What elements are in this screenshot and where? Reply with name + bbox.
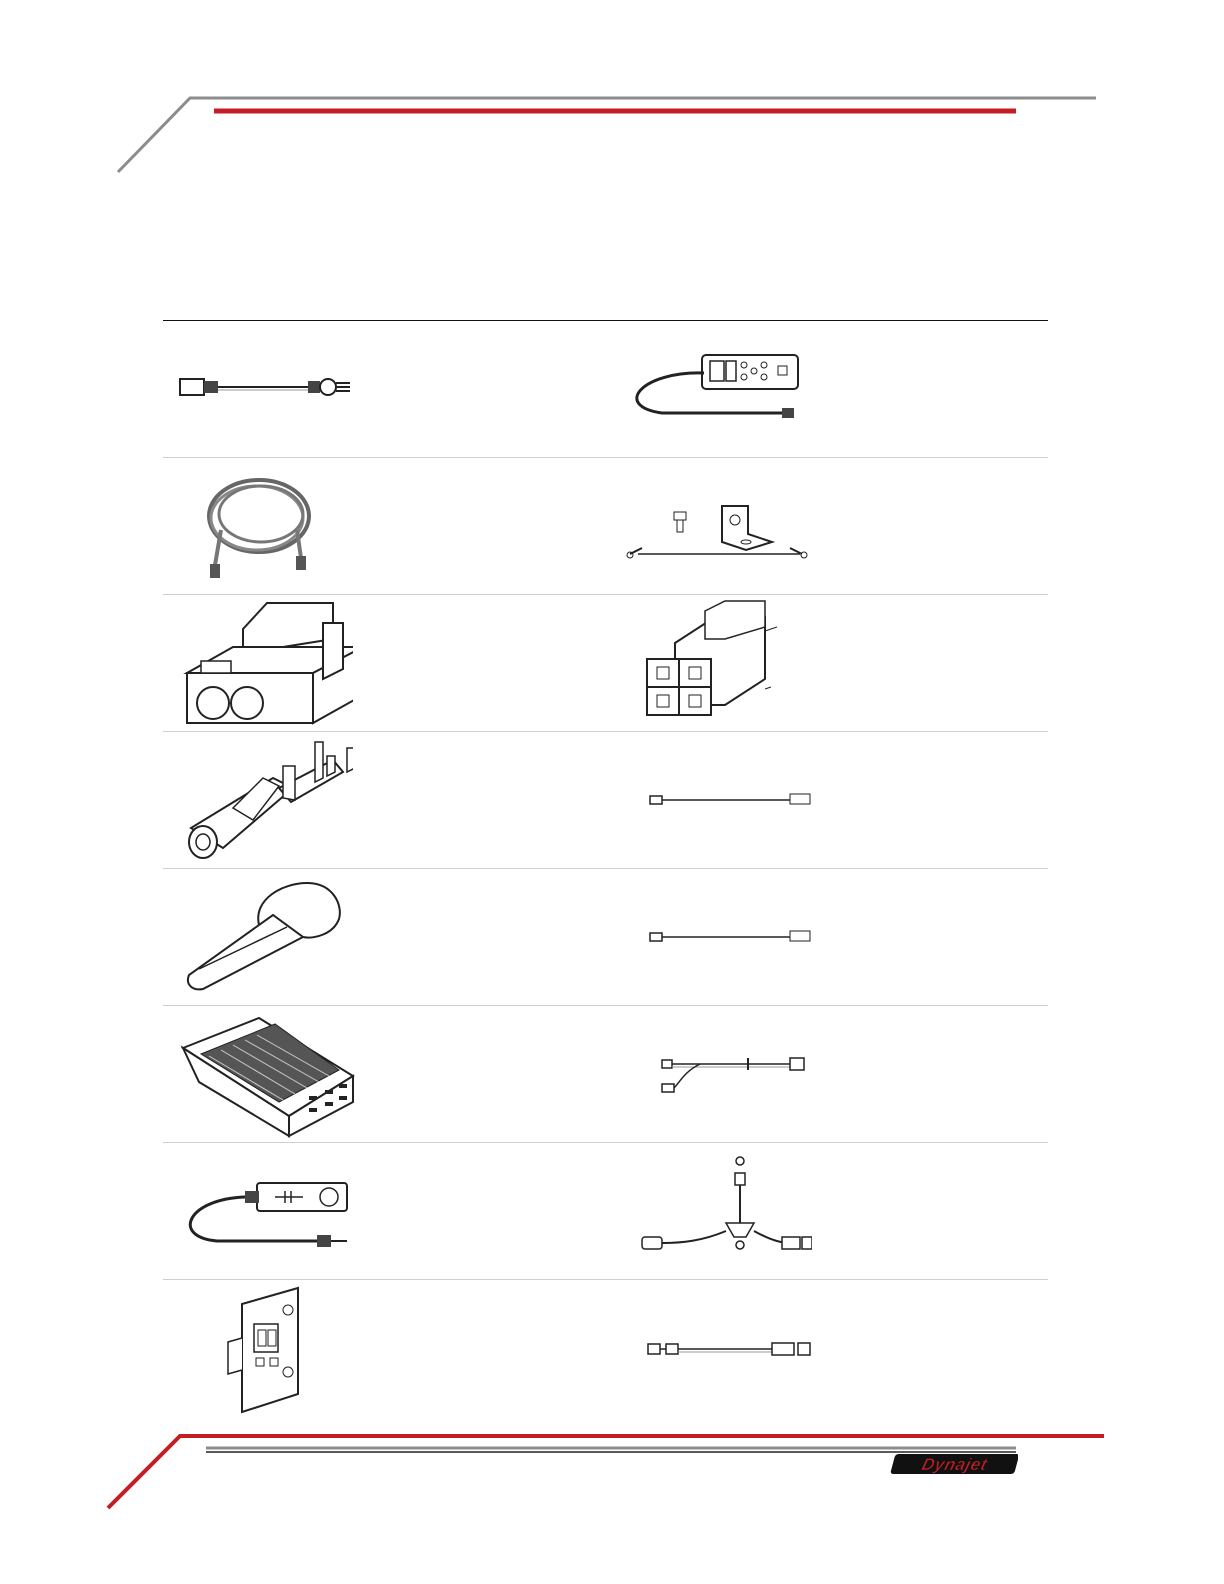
table-row [163, 595, 1048, 732]
dynajet-logo [888, 1452, 1018, 1476]
part-cell [605, 1006, 1047, 1142]
part-cell [605, 1143, 1047, 1279]
part-cell [163, 1006, 605, 1142]
table-row [163, 1280, 1048, 1416]
table-row [163, 869, 1048, 1006]
part-cell [605, 1280, 1047, 1416]
part-cell [163, 1143, 605, 1279]
part-cell [605, 595, 1047, 731]
jumper-wire-image [622, 790, 812, 812]
parts-table [163, 320, 1048, 1416]
wire-ferrule-image [183, 879, 353, 995]
cable-with-inline-module-image [177, 1177, 357, 1257]
part-cell [605, 732, 1047, 868]
table-row [163, 732, 1048, 869]
coiled-cable-image [201, 470, 321, 582]
part-cell [605, 321, 1047, 457]
part-cell [163, 869, 605, 1005]
header-decoration [0, 0, 1224, 200]
control-module-with-display-image [622, 351, 812, 431]
part-cell [605, 458, 1047, 594]
mounting-bracket-kit-image [622, 498, 812, 568]
four-pin-connector-housing-image [645, 599, 785, 727]
table-row [163, 1143, 1048, 1280]
table-row [163, 1006, 1048, 1143]
part-cell [163, 458, 605, 594]
part-cell [163, 1280, 605, 1416]
table-row [163, 321, 1048, 458]
footer-decoration [0, 1420, 1224, 1584]
part-cell [605, 869, 1047, 1005]
two-pin-connector-housing-image [183, 599, 353, 727]
t-harness-image [622, 1153, 812, 1263]
jumper-wire-image [622, 927, 812, 949]
extension-cable-image [622, 1336, 812, 1362]
svg-text:Dynajet: Dynajet [919, 1454, 990, 1474]
oxygen-sensor-cable-image [178, 371, 378, 403]
circuit-board-bracket-image [218, 1284, 318, 1414]
part-cell [163, 321, 605, 457]
y-harness-image [622, 1052, 812, 1102]
table-row [163, 458, 1048, 595]
part-cell [163, 595, 605, 731]
heatsink-module-image [179, 1016, 357, 1138]
part-cell [163, 732, 605, 868]
crimp-terminal-image [183, 738, 353, 864]
